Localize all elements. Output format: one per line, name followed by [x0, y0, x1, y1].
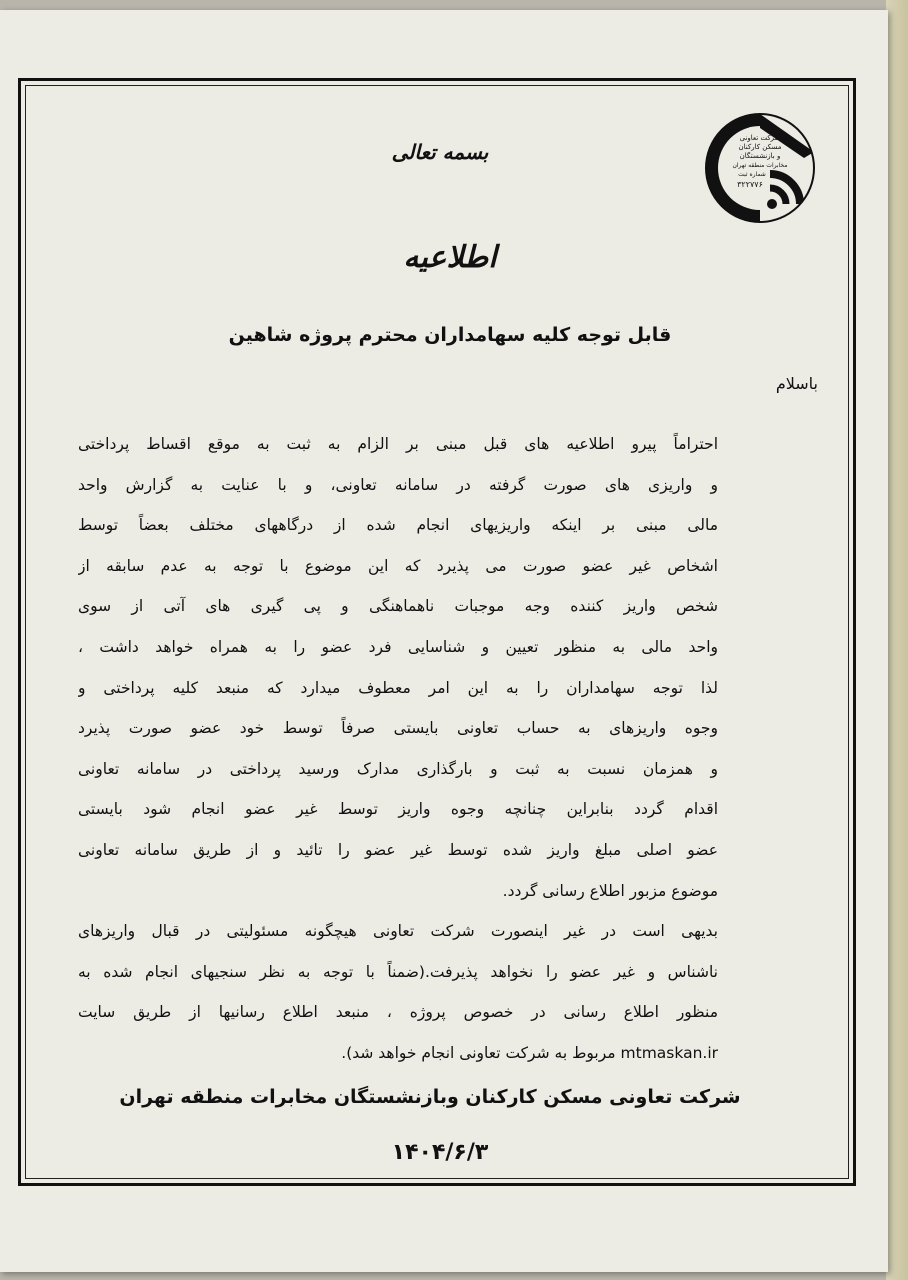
- logo-text-line: مسکن کارکنان: [738, 143, 782, 151]
- bismillah-heading: بسمه تعالی: [391, 140, 489, 164]
- document-date: ۱۴۰۴/۶/۳: [391, 1140, 489, 1165]
- cooperative-logo: [700, 112, 820, 224]
- body-line: اقدام گردد بنابراین چنانچه وجوه واریز توسط غیر عضو انجام شود بایستی: [78, 800, 718, 819]
- body-line: شخص واریز کننده وجه موجبات ناهماهنگی و پی گیری های آتی از سوی: [78, 597, 718, 616]
- logo-text-line: شرکت تعاونی: [739, 134, 781, 142]
- body-line: عضو اصلی مبلغ واریز شده توسط غیر عضو را تائید و از طریق سامانه تعاونی: [78, 840, 718, 859]
- logo-text-line: شماره ثبت: [738, 171, 766, 178]
- body-line: مالی مبنی بر اینکه واریزیهای انجام شده از درگاههای مختلف بعضاً توسط: [78, 516, 718, 535]
- page-edge: [886, 0, 908, 1280]
- body-line: و واریزی های صورت گرفته در سامانه تعاونی، و با عنایت به گزارش واحد: [78, 475, 718, 494]
- body-line: موضوع مزبور اطلاع رسانی گردد.: [502, 881, 718, 900]
- body-line: واحد مالی به منظور تعیین و شناسایی فرد عضو را به همراه خواهد داشت ،: [78, 637, 718, 656]
- logo-text-line: ۳۲۲۷۷۶: [737, 180, 763, 189]
- page-title: اطلاعیه: [403, 240, 497, 275]
- body-line: منظور اطلاع رسانی در خصوص پروژه ، منبعد اطلاع رسانیها از طریق سایت: [78, 1003, 718, 1022]
- announcement-body: [78, 424, 718, 1074]
- body-line: بدیهی است در غیر اینصورت شرکت تعاونی هیچگونه مسئولیتی در قبال واریزهای: [78, 922, 718, 941]
- body-line: ناشناس و غیر عضو را نخواهد پذیرفت.(ضمناً با توجه به نظر سنجیهای انجام شده به: [78, 962, 718, 981]
- logo-text-line: و بازنشستگان: [739, 152, 781, 160]
- body-line: mtmaskan.ir مربوط به شرکت تعاونی انجام خواهد شد).: [341, 1043, 718, 1062]
- greeting: باسلام: [775, 374, 818, 393]
- logo-text-line: مخابرات منطقه تهران: [732, 162, 788, 169]
- body-line: لذا توجه سهامداران را به این امر معطوف میدارد که منبعد کلیه پرداختی و: [78, 678, 718, 697]
- body-line: اشخاص غیر عضو صورت می پذیرد که این موضوع با توجه به عدم سابقه از: [78, 556, 718, 575]
- signature: شرکت تعاونی مسکن کارکنان وبازنشستگان مخابرات منطقه تهران: [119, 1086, 741, 1108]
- body-line: وجوه واریزهای به حساب تعاونی بایستی صرفاً توسط خود عضو صورت پذیرد: [78, 719, 718, 738]
- body-line: و همزمان نسبت به ثبت و بارگذاری مدارک ورسید پرداختی در سامانه تعاونی: [78, 759, 718, 778]
- body-line: احتراماً پیرو اطلاعیه های قبل مبنی بر الزام به ثبت به موقع اقساط پرداختی: [78, 435, 718, 453]
- page-subtitle: قابل توجه کلیه سهامداران محترم پروژه شاهین: [228, 324, 672, 346]
